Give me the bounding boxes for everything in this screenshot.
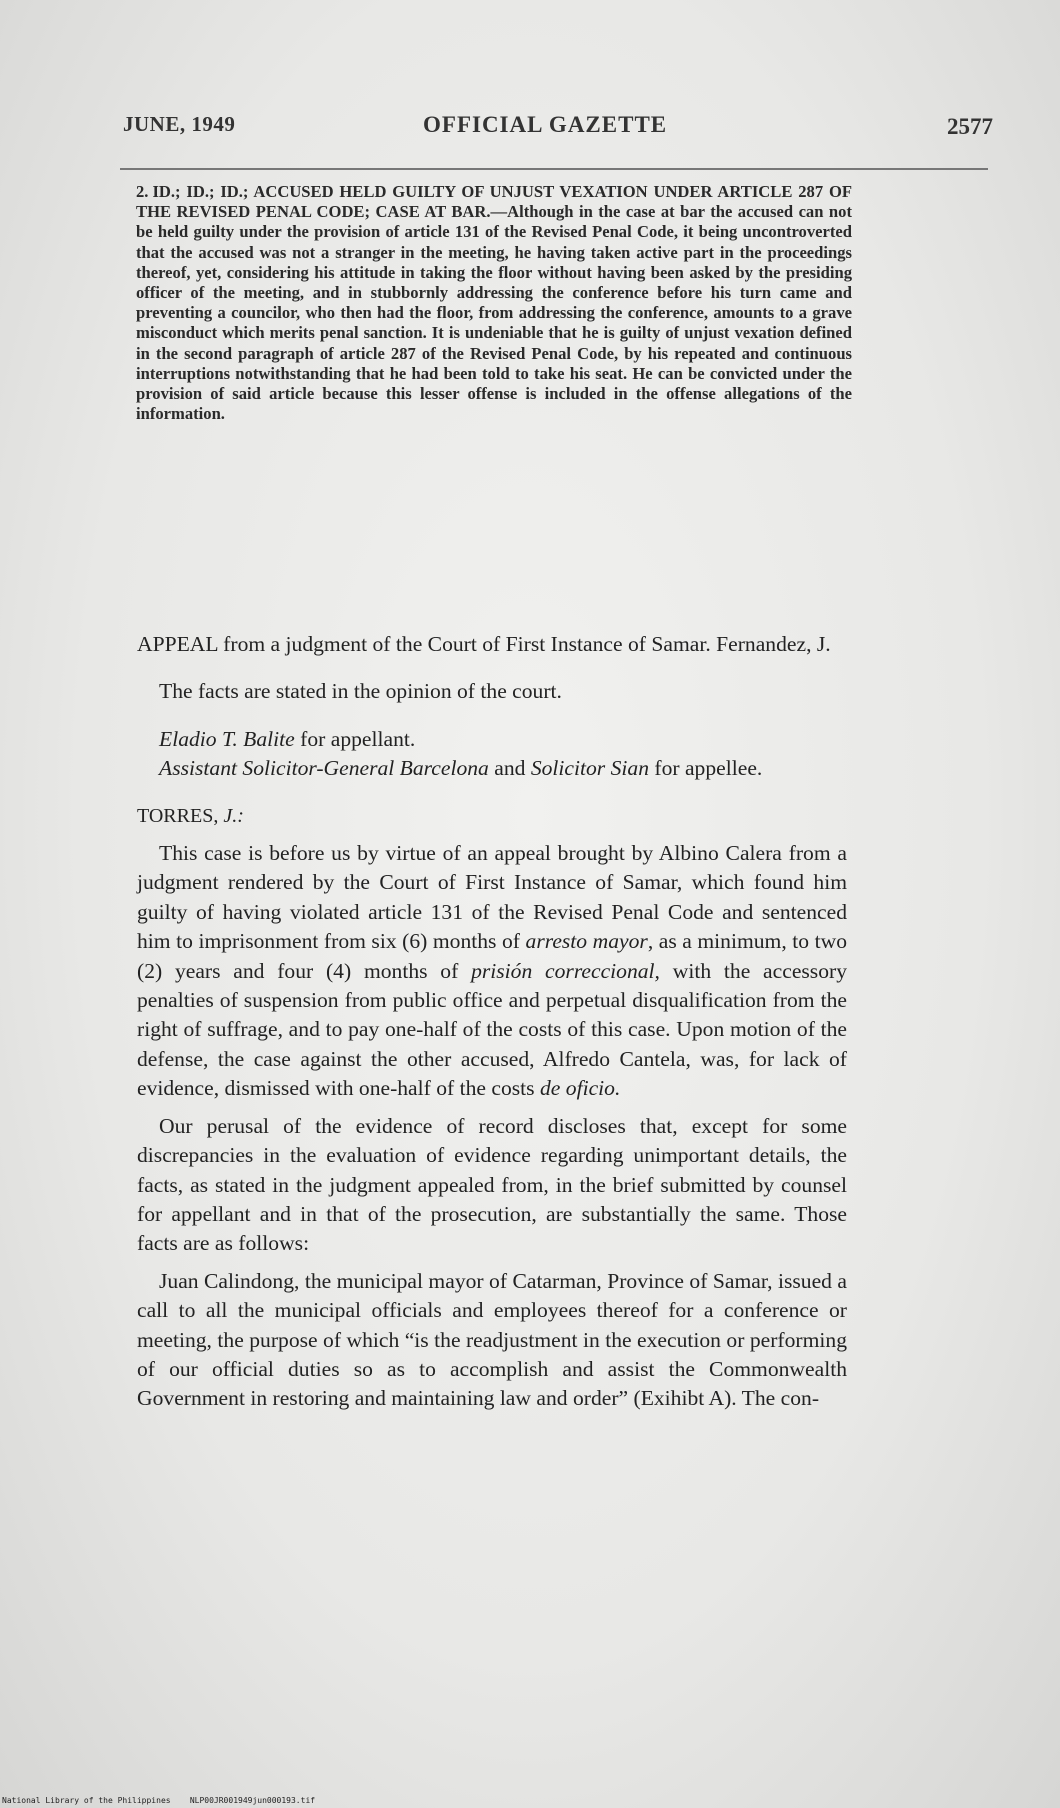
page-number: 2577 bbox=[947, 114, 993, 139]
syllabus-body: —Although in the case at bar the accused can not be held guilty under the provision of article 131 of the Revised Penal Code, it being uncontroverted that the accused was not a stranger in the meeting, he having taken active part in the proceedings thereof, yet, considering his attitude in taking the floor without having been asked by the presiding officer of the meeting, and in stubbornly addressing the conference before his turn came and preventing a councilor, who then had the floor, from addressing the conference, amounts to a grave misconduct which merits penal sanction. It is undeniable that he is guilty of unjust vexation defined in the second paragraph of article 287 of the Revised Penal Code, by his repeated and continuous interruptions notwithstanding that he had been told to take his seat. He can be convicted under the provision of said article because this lesser offense is included in the offense allegations of the information. bbox=[136, 202, 852, 424]
appeal-line: APPEAL from a judgment of the Court of First Instance of Samar. Fernandez, J. bbox=[137, 632, 831, 656]
appellee-counsel-2: Solicitor Sian bbox=[530, 756, 649, 781]
syllabus-heading: ID.; ID.; ID.; ACCUSED HELD GUILTY OF UNJUST VEXATION UNDER ARTICLE 287 OF THE REVISED PENAL CODE; CASE AT BAR. bbox=[136, 182, 852, 222]
opinion-p1-text-b: , as a minimum, to two (2) years and four (4) months of bbox=[137, 929, 847, 983]
appellee-counsel-1: Assistant Solicitor-General Barcelona bbox=[159, 756, 489, 781]
syllabus-number: 2. bbox=[136, 182, 149, 201]
opinion-paragraph-1 bbox=[137, 839, 847, 1104]
scan-footer bbox=[2, 1796, 315, 1805]
appellant-counsel-name: Eladio T. Balite bbox=[159, 726, 295, 751]
appellant-suffix: for appellant. bbox=[294, 726, 416, 751]
main-text bbox=[137, 630, 847, 1422]
opinion-p1-text-c: with the accessory penalties of suspension from public office and perpetual disqualification from the right of suffrage, and to pay one-half of the costs of this case. Upon motion of the defense, the case against the other accused, Alfredo Cantela, was, for lack of evidence, dismissed with one-half of the costs bbox=[137, 958, 847, 1101]
facts-statement: The facts are stated in the opinion of the court. bbox=[159, 679, 562, 704]
opinion-p1-text-a: This case is before us by virtue of an appeal brought by Albino Calera from a judgment rendered by the Court of First Instance of Samar, which found him guilty of having violated article 131 of the Revised Penal Code and sentenced him to imprisonment from six (6) months of bbox=[137, 841, 847, 954]
counsel-appellant bbox=[137, 725, 847, 754]
header-title: OFFICIAL GAZETTE bbox=[423, 112, 668, 137]
footer-source: National Library of the Philippines bbox=[2, 1796, 171, 1805]
appellee-and: and bbox=[488, 756, 531, 781]
running-header bbox=[123, 112, 993, 152]
opinion-p1-italic-3: de oficio. bbox=[540, 1076, 621, 1101]
judge-name: TORRES, bbox=[137, 804, 219, 827]
header-rule bbox=[120, 168, 988, 170]
opinion-p1-italic-2: prisión correccional, bbox=[471, 958, 660, 983]
opinion-paragraph-3: Juan Calindong, the municipal mayor of Catarman, Province of Samar, issued a call to all the municipal officials and employees thereof for a conference or meeting, the purpose of which “is the readjustment in the execution or performing of our official duties so as to accomplish and assist the Commonwealth Government in restoring and maintaining law and order” (Exihibt A). The con- bbox=[137, 1268, 847, 1411]
header-date: JUNE, 1949 bbox=[123, 112, 236, 136]
opinion-paragraph-2: Our perusal of the evidence of record discloses that, except for some discrepancies in the evaluation of evidence regarding unimportant details, the facts, as stated in the judgment appealed from, in the brief submitted by counsel for appellant and in that of the prosecution, are substantially the same. Those facts are as follows: bbox=[137, 1113, 847, 1256]
appellee-suffix: for appellee. bbox=[649, 756, 763, 781]
ponente bbox=[137, 802, 847, 831]
opinion-p1-italic-1: arresto mayor bbox=[525, 929, 648, 954]
judge-suffix: J.: bbox=[218, 804, 244, 827]
footer-file-id: NLP00JR001949jun000193.tif bbox=[189, 1796, 316, 1805]
syllabus-paragraph bbox=[136, 182, 852, 424]
counsel-appellee bbox=[137, 754, 847, 783]
